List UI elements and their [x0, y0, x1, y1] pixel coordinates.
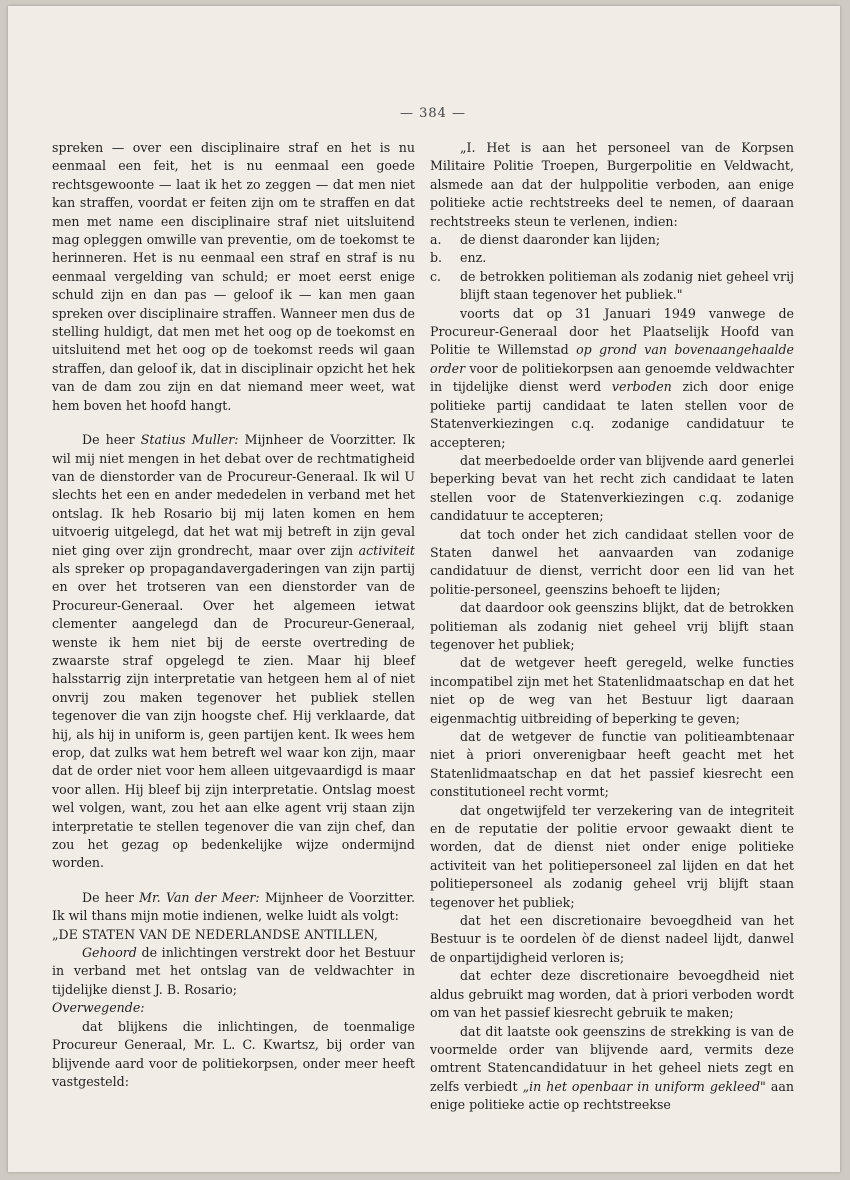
paragraph-blijkens: dat blijkens die inlichtingen, de toenmalige Procureur Generaal, Mr. L. C. Kwartsz, bij order van blijvende aard voor de politiekorpsen, onder meer heeft vastgesteld: [52, 1018, 415, 1089]
paragraph-wetgever-1: dat de wetgever heeft geregeld, welke functies incompatibel zijn met het Statenlidmaatschap en dat het niet op de weg van het Bestuur ligt daaraan eigenmachtig uitbreiding of beperking te geven; [430, 655, 794, 726]
motion-heading: „DE STATEN VAN DE NEDERLANDSE ANTILLEN, [52, 926, 378, 942]
list-item: b. enz. [430, 250, 487, 266]
paragraph-ongetwijfeld: dat ongetwijfeld ter verzekering van de integriteit en de reputatie der politie ervoor gewaakt dient te worden, dat de dienst niet onder enige politieke activiteit van het politiepersoneel zal lijden en dat het politiepersoneel als zodanig geheel vrij blijft staan tegenover het publiek; [430, 802, 794, 910]
document-page [8, 6, 840, 1172]
list-item: a. de dienst daaronder kan lijden; [430, 232, 661, 248]
overwegende-label: Overwegende: [52, 1000, 145, 1016]
paragraph-toch: dat toch onder het zich candidaat stellen voor de Staten danwel het aanvaarden van zodanige candidatuur de dienst, verricht door een lid van het politie-personeel, geenszins behoeft te lijden; [430, 526, 794, 597]
paragraph-laatste: dat dit laatste ook geenszins de strekking is van de voormelde order van blijvende aard, vermits deze omtrent Statencandidatuur in het geheel niets zegt en zelfs verbiedt „in het openbaar in uniform gekleed" aan enige politieke actie op rechtstreekse [430, 1023, 794, 1113]
paragraph-daardoor: dat daardoor ook geenszins blijkt, dat de betrokken politieman als zodanig niet geheel vrij blijft staan tegenover het publiek; [430, 600, 794, 652]
paragraph-echter: dat echter deze discretionaire bevoegdheid niet aldus gebruikt mag worden, dat à priori verboden wordt om van het passief kiesrecht gebruik te maken; [430, 968, 794, 1021]
emphasis-activiteit: activiteit [358, 542, 415, 558]
paragraph-wetgever-2: dat de wetgever de functie van politieambtenaar niet à priori onverenigbaar heeft geacht met het Statenlidmaatschap en dat het passief kiesrecht een constitutioneel recht vormt; [430, 729, 794, 800]
paragraph-voorts: voorts dat op 31 Januari 1949 vanwege de Procureur-Generaal door het Plaatselijk Hoofd van Politie te Willemstad op grond van bovenaangehaalde order voor de politiekorpsen aan genoemde veldwachter in tijdelijke dienst werd verboden zich door enige politieke partij candidaat te laten stellen voor de Statenverkiezingen c.q. zodanige candidatuur te accepteren; [430, 305, 794, 450]
order-quote: „I. Het is aan het personeel van de Korpsen Militaire Politie Troepen, Burgerpolitie en Veldwacht, alsmede aan dat der hulppolitie verboden, aan enige politieke actie rechtstreeks deel te nemen, of daaraan rechtstreeks steun te verlenen, indien: [430, 140, 794, 229]
paragraph-statius-muller: De heer Statius Muller: Mijnheer de Voorzitter. Ik wil mij niet mengen in het debat over de rechtmatigheid van de dienstorder van de Procureur-Generaal. Ik wil U slechts het een en ander mededelen in verband met het ontslag. Ik heb Rosario bij mij laten komen en hem uitvoerig uitgelegd, dat het wat mij betreft in zijn geval niet ging over zijn grondrecht, maar over zijn activiteit als spreker op propagandavergaderingen van zijn partij en over het trotseren van een dienstorder van de Procureur-Generaal. Over het algemeen ietwat clementer aangelegd dan de Procureur-Generaal, wenste ik hem niet bij de eerste overtreding de zwaarste straf opgelegd te zien. Maar hij bleef halsstarrig zijn interpretatie van hetgeen hem al of niet onvrij zou maken tegenover het publiek stellen tegenover die van zijn hoogste chef. Hij verklaarde, dat hij, als hij in uniform is, geen partijen kent. Ik wees hem erop, dat zulks wat hem betreft wel waar kon zijn, maar dat de order niet voor hem alleen uitgevaardigd is maar voor allen. Hij bleef bij zijn interpretatie. Ontslag moest wel volgen, want, zou het aan elke agent vrij staan zijn interpretatie te stellen tegenover die van zijn chef, dan zou het gezag op bedenkelijke wijze ondermijnd worden. [52, 432, 415, 871]
list-item: c. de betrokken politieman als zodanig niet geheel vrij blijft staan tegenover het publiek." [430, 268, 794, 303]
page-number: — 384 — [399, 106, 467, 121]
paragraph-disciplinary: spreken — over een disciplinaire straf en het is nu eenmaal een feit, het is nu eenmaal een goede rechtsgewoonte — laat ik het zo zeggen — dat men niet kan straffen, voordat er feiten zijn om te straffen en dat men met name een disciplinaire straf niet uitsluitend mag opleggen omwille van preventie, om de toekomst te herinneren. Het is nu eenmaal een straf en straf is nu eenmaal vergelding van schuld; er moet eerst enige schuld zijn en dan pas — geloof ik — kan men gaan spreken over disciplinaire straffen. Wanneer men dus de stelling huldigt, dat men met het oog op de toekomst en uitsluitend met het oog op de toekomst reeds wil gaan straffen, dan geloof ik, dat in disciplinair opzicht het hek van de dam zou zijn en dat niemand meer weet, wat hem boven het hoofd hangt. [52, 140, 415, 413]
speaker-name: Mr. Van der Meer: [139, 889, 260, 905]
paragraph-discretionair: dat het een discretionaire bevoegdheid van het Bestuur is te oordelen òf de dienst nadeel lijdt, danwel de onpartijdigheid verloren is; [430, 913, 794, 965]
gehoord-label: Gehoord [82, 945, 137, 961]
paragraph-meerbedoelde: dat meerbedoelde order van blijvende aard generlei beperking bevat van het recht zich candidaat te laten stellen voor de Statenverkiezingen c.q. zodanige candidatuur te accepteren; [430, 452, 794, 524]
left-column [52, 139, 415, 1091]
speaker-name: Statius Muller: [140, 432, 239, 448]
paragraph-gehoord: Gehoord de inlichtingen verstrekt door het Bestuur in verband met het ontslag van de veldwachter in tijdelijke dienst J. B. Rosario; [52, 945, 415, 997]
right-column [430, 139, 794, 1115]
paragraph-van-der-meer: De heer Mr. Van der Meer: Mijnheer de Voorzitter. Ik wil thans mijn motie indienen, welke luidt als volgt: [52, 889, 415, 924]
